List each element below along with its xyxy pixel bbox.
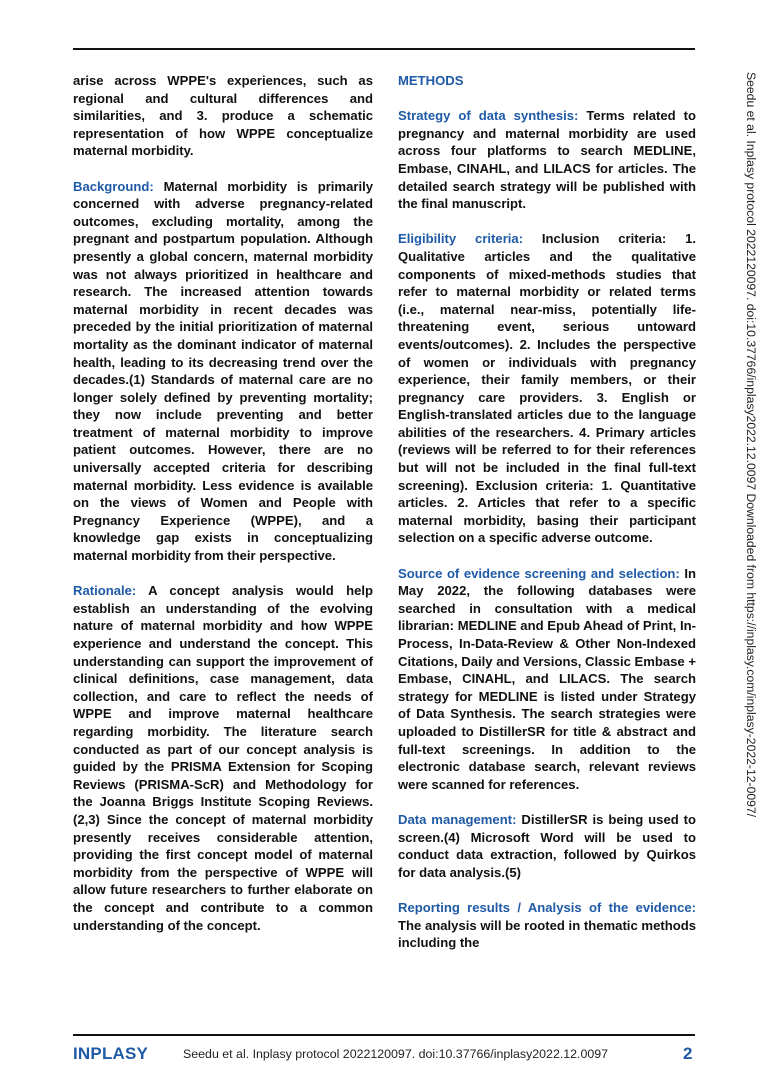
eligibility-heading: Eligibility criteria:	[398, 231, 524, 247]
reporting-paragraph	[398, 899, 696, 952]
data-management-heading: Data management:	[398, 811, 517, 827]
page-number: 2	[683, 1044, 693, 1063]
left-column	[73, 72, 373, 952]
source-paragraph	[398, 565, 696, 794]
background-heading: Background:	[73, 178, 154, 194]
data-management-paragraph	[398, 811, 696, 881]
strategy-paragraph	[398, 107, 696, 213]
reporting-text: The analysis will be rooted in thematic methods including the	[398, 917, 696, 951]
side-note[interactable]: Seedu et al. Inplasy protocol 2022120097. doi:10.37766/inplasy2022.12.0097 Downloaded from https://inplasy.com/inplasy-2022-12-0097/	[744, 72, 758, 818]
methods-heading: METHODS	[398, 73, 464, 88]
intro-paragraph: arise across WPPE's experiences, such as regional and cultural differences and similarities, and 3. produce a schematic representation of how WPPE conceptualize maternal morbidity.	[73, 73, 373, 159]
footer-brand: INPLASY	[73, 1044, 149, 1063]
rationale-paragraph	[73, 582, 373, 934]
source-text: In May 2022, the following databases were searched in consultation with a medical librarian: MEDLINE and Epub Ahead of Print, In-Process, In-Data-Review & Other Non-Indexed Citations, Daily and Versions, Classic Embase + Embase, CINAHL, and LILACS. The search strategy for MEDLINE is listed under Strategy of Data Synthesis. The search strategies were uploaded to DistillerSR for title & abstract and full-text screenings. In addition to the electronic database search, relevant reviews were scanned for references.	[398, 565, 697, 792]
data-management-text: DistillerSR is being used to screen.(4) Microsoft Word will be used to conduct data extraction, followed by Quirkos for data analysis.(5)	[398, 811, 696, 880]
side-note-container	[744, 72, 764, 1032]
rationale-heading: Rationale:	[73, 583, 137, 599]
eligibility-text: Inclusion criteria: 1. Qualitative articles and the qualitative components of mixed-methods studies that refer to maternal morbidity or related terms (i.e., maternal near-miss, potentially life-threatening event, serious untoward events/outcomes). 2. Includes the perspective of women or individuals with pregnancy experience, their family members, or their pregnancy care providers. 3. English or English-translated articles due to the language abilities of the researchers. 4. Primary articles (reviews will be referred to for their references but will not be included in the final full-text screening). Exclusion criteria: 1. Quantitative articles. 2. Articles that refer to a specific maternal morbidity, basing their participant selection on a specific adverse outcome.	[398, 231, 697, 546]
strategy-text: Terms related to pregnancy and maternal morbidity are used across four platforms to search MEDLINE, Embase, CINAHL, and LILACS for articles. The detailed search strategy will be published with the final manuscript.	[398, 108, 697, 212]
footer-citation: Seedu et al. Inplasy protocol 2022120097. doi:10.37766/inplasy2022.12.0097	[183, 1047, 609, 1061]
bottom-rule	[73, 1034, 695, 1036]
rationale-text: A concept analysis would help establish an understanding of the evolving nature of maternal morbidity and how WPPE experience and understand the concept. This understanding can support the improvement of clinical definitions, case management, data collection, and care to reflect the needs of WPPE and improve maternal healthcare regarding morbidity. The literature search conducted as part of our concept analysis is guided by the PRISMA Extension for Scoping Reviews (PRISMA-ScR) and Methodology for the Joanna Briggs Institute Scoping Reviews.(2,3) Since the concept of maternal morbidity presently receives considerable attention, providing the first concept model of maternal morbidity from the perspective of WPPE will allow future researchers to further elaborate on the concept and contribute to a common understanding of the concept.	[73, 583, 374, 933]
eligibility-paragraph	[398, 230, 696, 547]
reporting-heading: Reporting results / Analysis of the evidence:	[398, 899, 696, 915]
strategy-heading: Strategy of data synthesis:	[398, 108, 579, 124]
background-paragraph	[73, 178, 373, 565]
source-heading: Source of evidence screening and selection:	[398, 565, 680, 581]
background-text: Maternal morbidity is primarily concerned with adverse pregnancy-related outcomes, excluding mortality, among the pregnant and postpartum population. Although presently a global concern, maternal morbidity was not always prioritized in healthcare and research. The increased attention towards maternal morbidity in recent decades was preceded by the initial prioritization of maternal mortality as the dominant indicator of maternal health, leading to its decreasing trend over the decades.(1) Standards of maternal care are no longer solely defined by preventing mortality; they now include preventing and better treatment of maternal morbidity to improve patient outcomes. However, there are no universally accepted criteria for describing maternal morbidity. Less evidence is available on the views of Women and People with Pregnancy Experience (WPPE), and a knowledge gap exists in conceptualizing maternal morbidity from their perspective.	[73, 178, 374, 564]
right-column	[398, 72, 696, 969]
top-rule	[73, 48, 695, 50]
